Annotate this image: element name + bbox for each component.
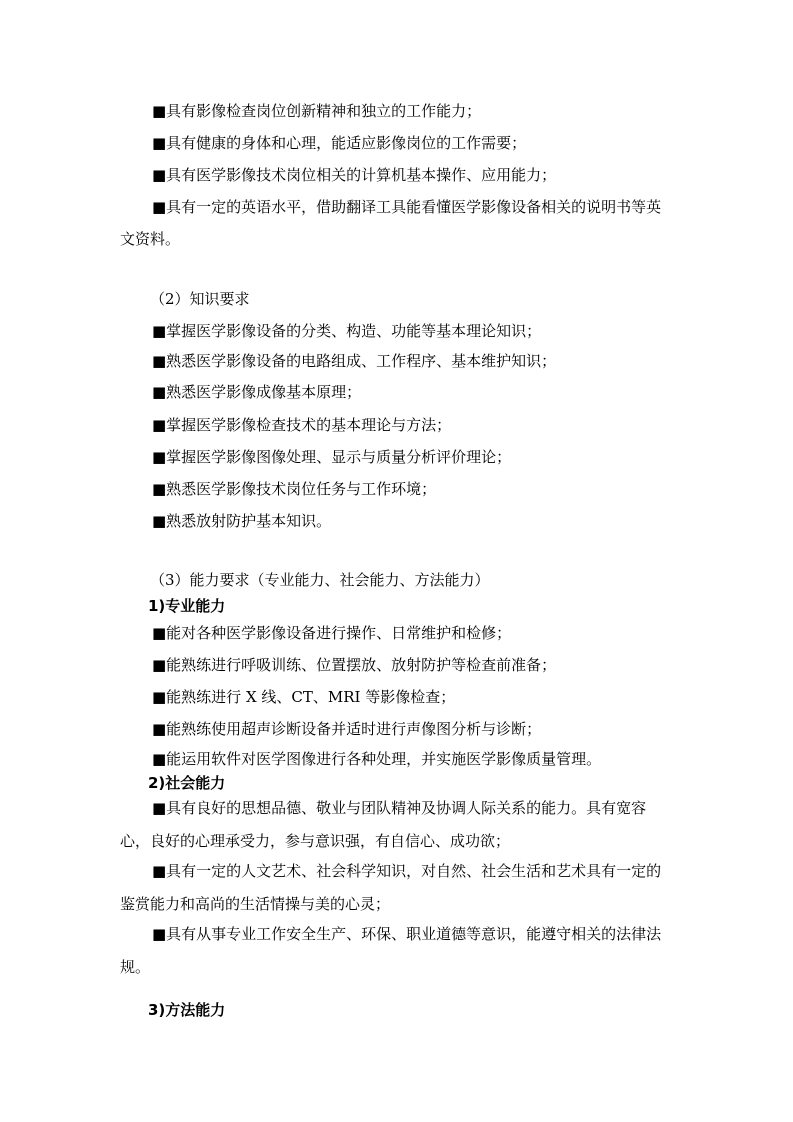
subsection-heading-social: 2)社会能力 [148, 774, 226, 792]
list-item: ■熟悉医学影像设备的电路组成、工作程序、基本维护知识； [152, 352, 557, 370]
list-item: ■具有健康的身体和心理，能适应影像岗位的工作需要； [152, 134, 527, 152]
subsection-heading-method: 3)方法能力 [148, 1001, 226, 1019]
list-item: ■具有一定的人文艺术、社会科学知识，对自然、社会生活和艺术具有一定的鉴赏能力和高尚的生活情操与美的心灵； [120, 862, 662, 913]
list-item: ■掌握医学影像图像处理、显示与质量分析评价理论； [152, 448, 512, 466]
list-item: ■能熟练使用超声诊断设备并适时进行声像图分析与诊断； [152, 720, 542, 738]
list-item-continuation: 文资料。 [120, 230, 181, 248]
list-item: ■具有医学影像技术岗位相关的计算机基本操作、应用能力； [152, 166, 557, 184]
list-item: ■能熟练进行呼吸训练、位置摆放、放射防护等检查前准备； [152, 656, 557, 674]
list-item: ■熟悉医学影像成像基本原理； [152, 383, 362, 401]
list-item: ■熟悉放射防护基本知识。 [152, 512, 332, 530]
list-item: ■能对各种医学影像设备进行操作、日常维护和检修； [152, 624, 512, 642]
list-item: ■具有良好的思想品德、敬业与团队精神及协调人际关系的能力。具有宽容心，良好的心理承受力，参与意识强，有自信心、成功欲； [120, 799, 647, 850]
subsection-heading-professional: 1)专业能力 [148, 597, 226, 615]
list-item: ■能运用软件对医学图像进行各种处理，并实施医学影像质量管理。 [152, 750, 602, 768]
list-item: ■熟悉医学影像技术岗位任务与工作环境； [152, 480, 437, 498]
section-heading-ability: （3）能力要求（专业能力、社会能力、方法能力） [150, 571, 490, 589]
list-item: ■具有影像检查岗位创新精神和独立的工作能力； [152, 102, 482, 120]
list-item: ■掌握医学影像检查技术的基本理论与方法； [152, 416, 452, 434]
list-item: ■掌握医学影像设备的分类、构造、功能等基本理论知识； [152, 322, 542, 340]
section-heading-knowledge: （2）知识要求 [150, 290, 250, 308]
list-item: ■具有一定的英语水平，借助翻译工具能看懂医学影像设备相关的说明书等英 [152, 198, 662, 216]
list-item: ■具有从事专业工作安全生产、环保、职业道德等意识，能遵守相关的法律法规。 [120, 925, 662, 976]
list-item: ■能熟练进行 X 线、CT、MRI 等影像检查； [152, 688, 456, 706]
